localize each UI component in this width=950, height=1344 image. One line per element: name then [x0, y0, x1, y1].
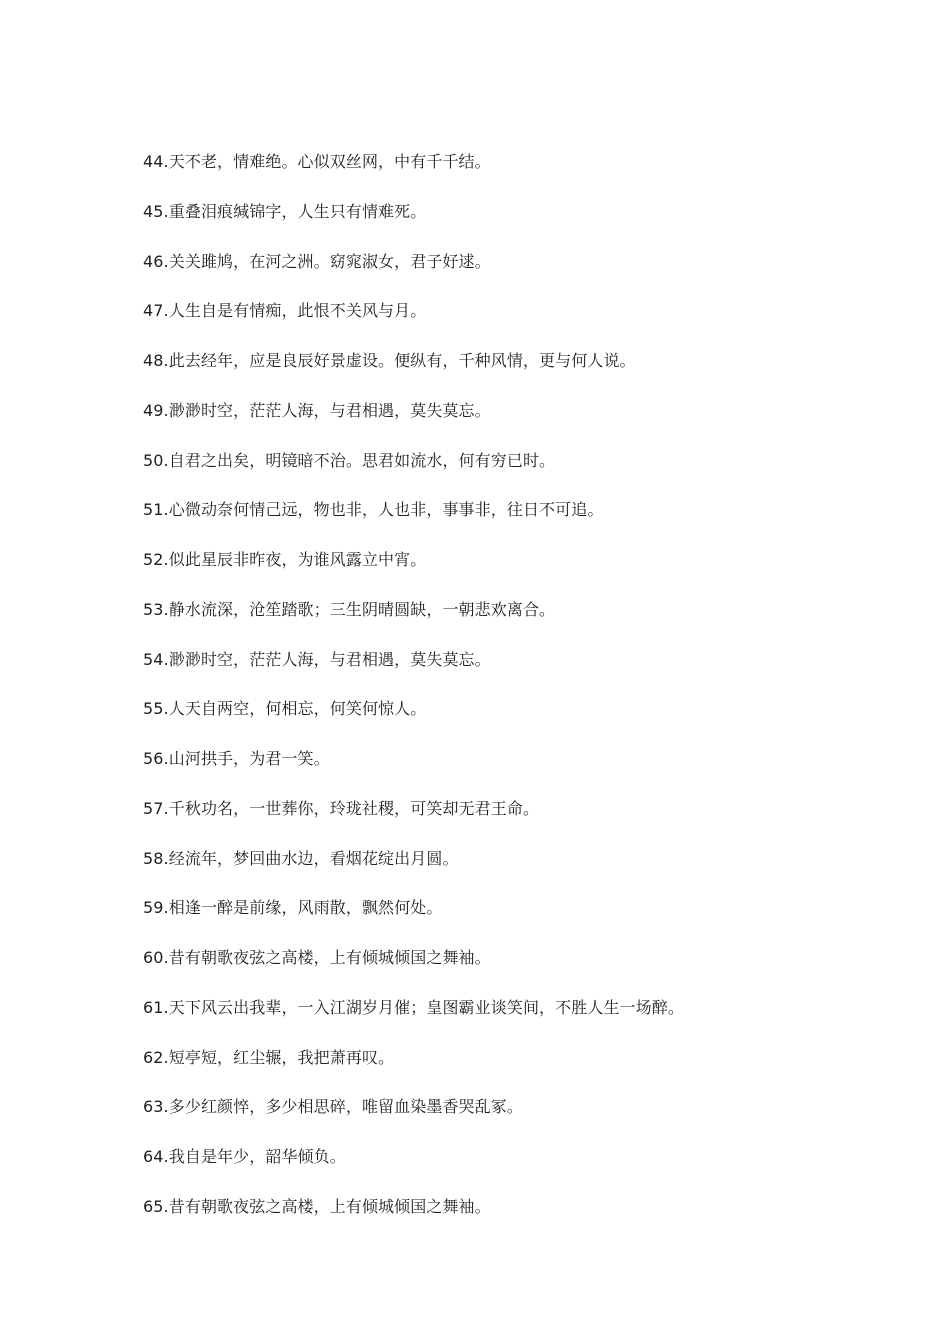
quote-list — [143, 151, 863, 1246]
list-item: 48.此去经年，应是良辰好景虚设。便纵有，千种风情，更与何人说。 — [143, 351, 636, 370]
list-item: 65.昔有朝歌夜弦之高楼，上有倾城倾国之舞袖。 — [143, 1196, 491, 1216]
list-item: 44.天不老，情难绝。心似双丝网，中有千千结。 — [143, 152, 491, 171]
list-item: 62.短亭短，红尘辗，我把萧再叹。 — [143, 1047, 395, 1067]
list-item: 54.渺渺时空，茫茫人海，与君相遇，莫失莫忘。 — [143, 649, 491, 669]
list-item: 60.昔有朝歌夜弦之高楼，上有倾城倾国之舞袖。 — [143, 948, 491, 967]
list-item: 57.千秋功名，一世葬你，玲珑社稷，可笑却无君王命。 — [143, 798, 540, 818]
list-item: 58.经流年，梦回曲水边，看烟花绽出月圆。 — [143, 848, 459, 868]
list-item: 61.天下风云出我辈，一入江湖岁月催；皇图霸业谈笑间，不胜人生一场醉。 — [143, 997, 684, 1017]
list-item: 49.渺渺时空，茫茫人海，与君相遇，莫失莫忘。 — [143, 400, 491, 420]
list-item: 55.人天自两空，何相忘，何笑何惊人。 — [143, 699, 427, 719]
list-item: 59.相逢一醉是前缘，风雨散，飘然何处。 — [143, 898, 443, 918]
list-item: 64.我自是年少，韶华倾负。 — [143, 1147, 346, 1166]
list-item: 52.似此星辰非昨夜，为谁风露立中宵。 — [143, 550, 427, 569]
list-item: 50.自君之出矣，明镜暗不治。思君如流水，何有穷已时。 — [143, 450, 556, 470]
list-item: 56.山河拱手，为君一笑。 — [143, 749, 330, 768]
list-item: 51.心微动奈何情己远，物也非，人也非，事事非，往日不可追。 — [143, 500, 604, 520]
list-item: 63.多少红颜悴，多少相思碎，唯留血染墨香哭乱冢。 — [143, 1097, 523, 1117]
list-item: 45.重叠泪痕缄锦字，人生只有情难死。 — [143, 201, 427, 221]
list-item: 46.关关雎鸠，在河之洲。窈窕淑女，君子好逑。 — [143, 251, 491, 271]
list-item: 53.静水流深，沧笙踏歌；三生阴晴圆缺，一朝悲欢离合。 — [143, 599, 556, 619]
list-item: 47.人生自是有情痴，此恨不关风与月。 — [143, 301, 427, 321]
